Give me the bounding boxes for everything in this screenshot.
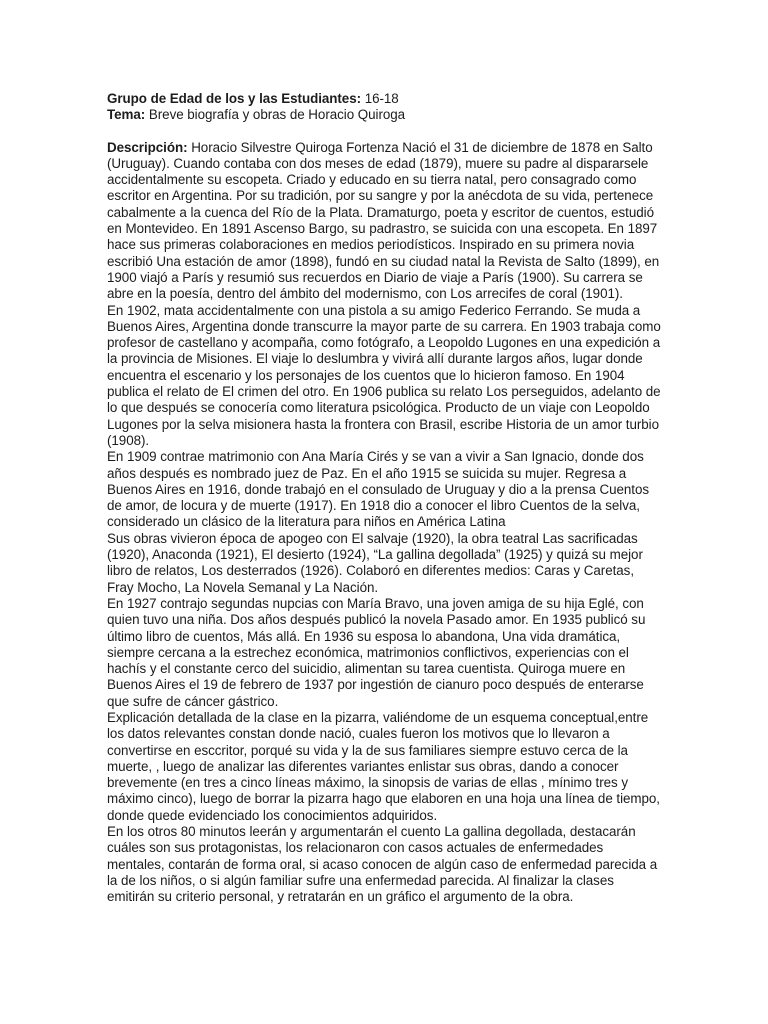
paragraph-4: Sus obras vivieron época de apogeo con El salvaje (1920), la obra teatral Las sacrificadas (1920), Anaconda (1921), El desierto (1924), “La gallina degollada” (1925) y quizá su mejor libro de relatos, Los desterrados (1926). Colaboró en diferentes medios: Caras y Caretas, Fray Mocho, La Novela Semanal y La Nación. <box>107 530 643 595</box>
grupo-line <box>107 91 663 107</box>
paragraph-6: Explicación detallada de la clase en la pizarra, valiéndome de un esquema conceptual,entre los datos relevantes constan donde nació, cuales fueron los motivos que lo llevaron a convertirse en esccritor, porqué su vida y la de sus familiares siempre estuvo cerca de la muerte, , luego de analizar las diferentes variantes enlistar sus obras, dando a conocer brevemente (en tres a cinco líneas máximo, la sinopsis de varias de ellas , mínimo tres y máximo cinco), luego de borrar la pizarra hago que elaboren en una hoja una línea de tiempo, donde quede evidenciado los conocimientos adquiridos. <box>107 709 660 823</box>
descripcion-paragraph <box>107 140 663 303</box>
paragraph-7: En los otros 80 minutos leerán y argumentarán el cuento La gallina degollada, destacarán cuáles son sus protagonistas, los relacionaron con casos actuales de enfermedades mentales, contarán de forma oral, si acaso conocen de algún caso de enfermedad parecida a la de los niños, o si algún familiar sufre una enfermedad parecida. Al finalizar la clases emitirán su criterio personal, y retratarán en un gráfico el argumento de la obra. <box>107 824 658 905</box>
descripcion-label: Descripción: <box>107 139 188 155</box>
tema-line <box>107 107 663 123</box>
grupo-label: Grupo de Edad de los y las Estudiantes: <box>107 91 362 106</box>
tema-label: Tema: <box>107 107 146 123</box>
paragraph-2: En 1902, mata accidentalmente con una pistola a su amigo Federico Ferrando. Se muda a Buenos Aires, Argentina donde transcurre la mayor parte de su carrera. En 1903 trabaja como profesor de castellano y acompaña, como fotógrafo, a Leopoldo Lugones en una expedición a la provincia de Misiones. El viaje lo deslumbra y vivirá allí durante largos años, lugar donde encuentra el escenario y los personajes de los cuentos que lo hicieron famoso. En 1904 publica el relato de El crimen del otro. En 1906 publica su relato Los perseguidos, adelanto de lo que después se conocería como literatura psicológica. Producto de un viaje con Leopoldo Lugones por la selva misionera hasta la frontera con Brasil, escribe Historia de un amor turbio (1908). <box>107 302 661 448</box>
blank-line <box>107 124 663 140</box>
grupo-value: 16-18 <box>364 91 399 106</box>
document-page <box>107 91 663 906</box>
tema-value: Breve biografía y obras de Horacio Quiroga <box>148 107 406 123</box>
paragraph-3: En 1909 contrae matrimonio con Ana María Cirés y se van a vivir a San Ignacio, donde dos años después es nombrado juez de Paz. En el año 1915 se suicida su mujer. Regresa a Buenos Aires en 1916, donde trabajó en el consulado de Uruguay y dio a la prensa Cuentos de amor, de locura y de muerte (1917). En 1918 dio a conocer el libro Cuentos de la selva, considerado un clásico de la literatura para niños en América Latina <box>107 449 650 530</box>
paragraph-1: Horacio Silvestre Quiroga Fortenza Nació el 31 de diciembre de 1878 en Salto (Uruguay). Cuando contaba con dos meses de edad (1879), muere su padre al dispararsele accidentalmente su escopeta. Criado y educado en su tierra natal, pero consagrado como escritor en Argentina. Por su tradición, por su sangre y por la anécdota de su vida, pertenece cabalmente a la cuenca del Río de la Plata. Dramaturgo, poeta y escritor de cuentos, estudió en Montevideo. En 1891 Ascenso Bargo, su padrastro, se suicida con una escopeta. En 1897 hace sus primeras colaboraciones en medios periodísticos. Inspirado en su primera novia escribió Una estación de amor (1898), fundó en su ciudad natal la Revista de Salto (1899), en 1900 viajó a París y resumió sus recuerdos en Diario de viaje a París (1900). Su carrera se abre en la poesía, dentro del ámbito del modernismo, con Los arrecifes de coral (1901). <box>107 139 660 302</box>
paragraph-5: En 1927 contrajo segundas nupcias con María Bravo, una joven amiga de su hija Eglé, con quien tuvo una niña. Dos años después publicó la novela Pasado amor. En 1935 publicó su último libro de cuentos, Más allá. En 1936 su esposa lo abandona, Una vida dramática, siempre cercana a la estrechez económica, matrimonios conflictivos, experiencias con el hachís y el constante cerco del suicidio, alimentan su tarea cuentista. Quiroga muere en Buenos Aires el 19 de febrero de 1937 por ingestión de cianuro poco después de enterarse que sufre de cáncer gástrico. <box>107 595 646 709</box>
